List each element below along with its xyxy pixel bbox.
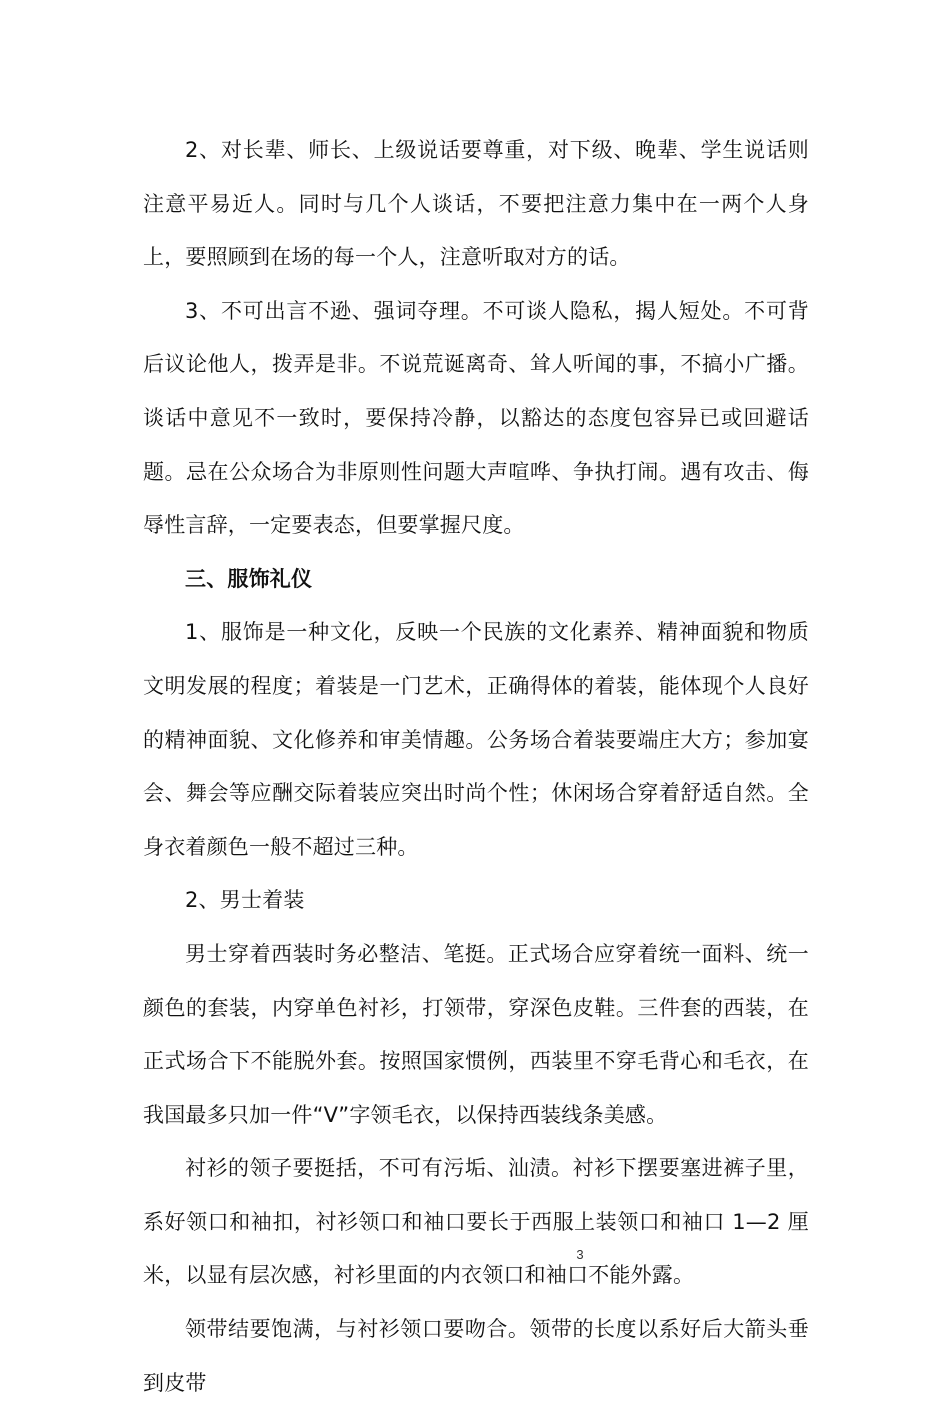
paragraph-dress-culture: 1、服饰是一种文化，反映一个民族的文化素养、精神面貌和物质文明发展的程度；着装是一门艺术，正确得体的着装，能体现个人良好的精神面貌、文化修养和审美情趣。公务场合着装要端庄大方；参加宴会、舞会等应酬交际着装应突出时尚个性；休闲场合穿着舒适自然。全身衣着颜色一般不超过三种。: [143, 620, 809, 859]
section-heading-dress-etiquette: 三、服饰礼仪: [185, 566, 313, 591]
paragraph-speaking-taboos: 3、不可出言不逊、强词夺理。不可谈人隐私，揭人短处。不可背后议论他人，拨弄是非。不说荒诞离奇、耸人听闻的事，不搞小广播。谈话中意见不一致时，要保持冷静，以豁达的态度包容异已或回避话题。忌在公众场合为非原则性问题大声喧哗、争执打闹。遇有攻击、侮辱性言辞，一定要表态，但要掌握尺度。: [143, 298, 809, 538]
paragraph-speaking-respect: 2、对长辈、师长、上级说话要尊重，对下级、晚辈、学生说话则注意平易近人。同时与几个人谈话，不要把注意力集中在一两个人身上，要照顾到在场的每一个人，注意听取对方的话。: [143, 138, 809, 270]
subheading-mens-attire: 2、男士着装: [185, 888, 305, 913]
paragraph-shirt-rules: 衬衫的领子要挺括，不可有污垢、汕渍。衬衫下摆要塞进裤子里，系好领口和袖扣，衬衫领口和袖口要长于西服上装领口和袖口 1—2 厘米，以显有层次感，衬衫里面的内衣领口和袖口不能外露。: [143, 1156, 809, 1288]
document-body: [143, 124, 809, 1410]
paragraph-suit-rules: 男士穿着西装时务必整洁、笔挺。正式场合应穿着统一面料、统一颜色的套装，内穿单色衬衫，打领带，穿深色皮鞋。三件套的西装，在正式场合下不能脱外套。按照国家惯例，西装里不穿毛背心和毛衣，在我国最多只加一件“V”字领毛衣，以保持西装线条美感。: [143, 941, 809, 1127]
page-number: 3: [576, 1247, 584, 1262]
paragraph-tie-rules: 领带结要饱满，与衬衫领口要吻合。领带的长度以系好后大箭头垂到皮带: [143, 1317, 809, 1395]
